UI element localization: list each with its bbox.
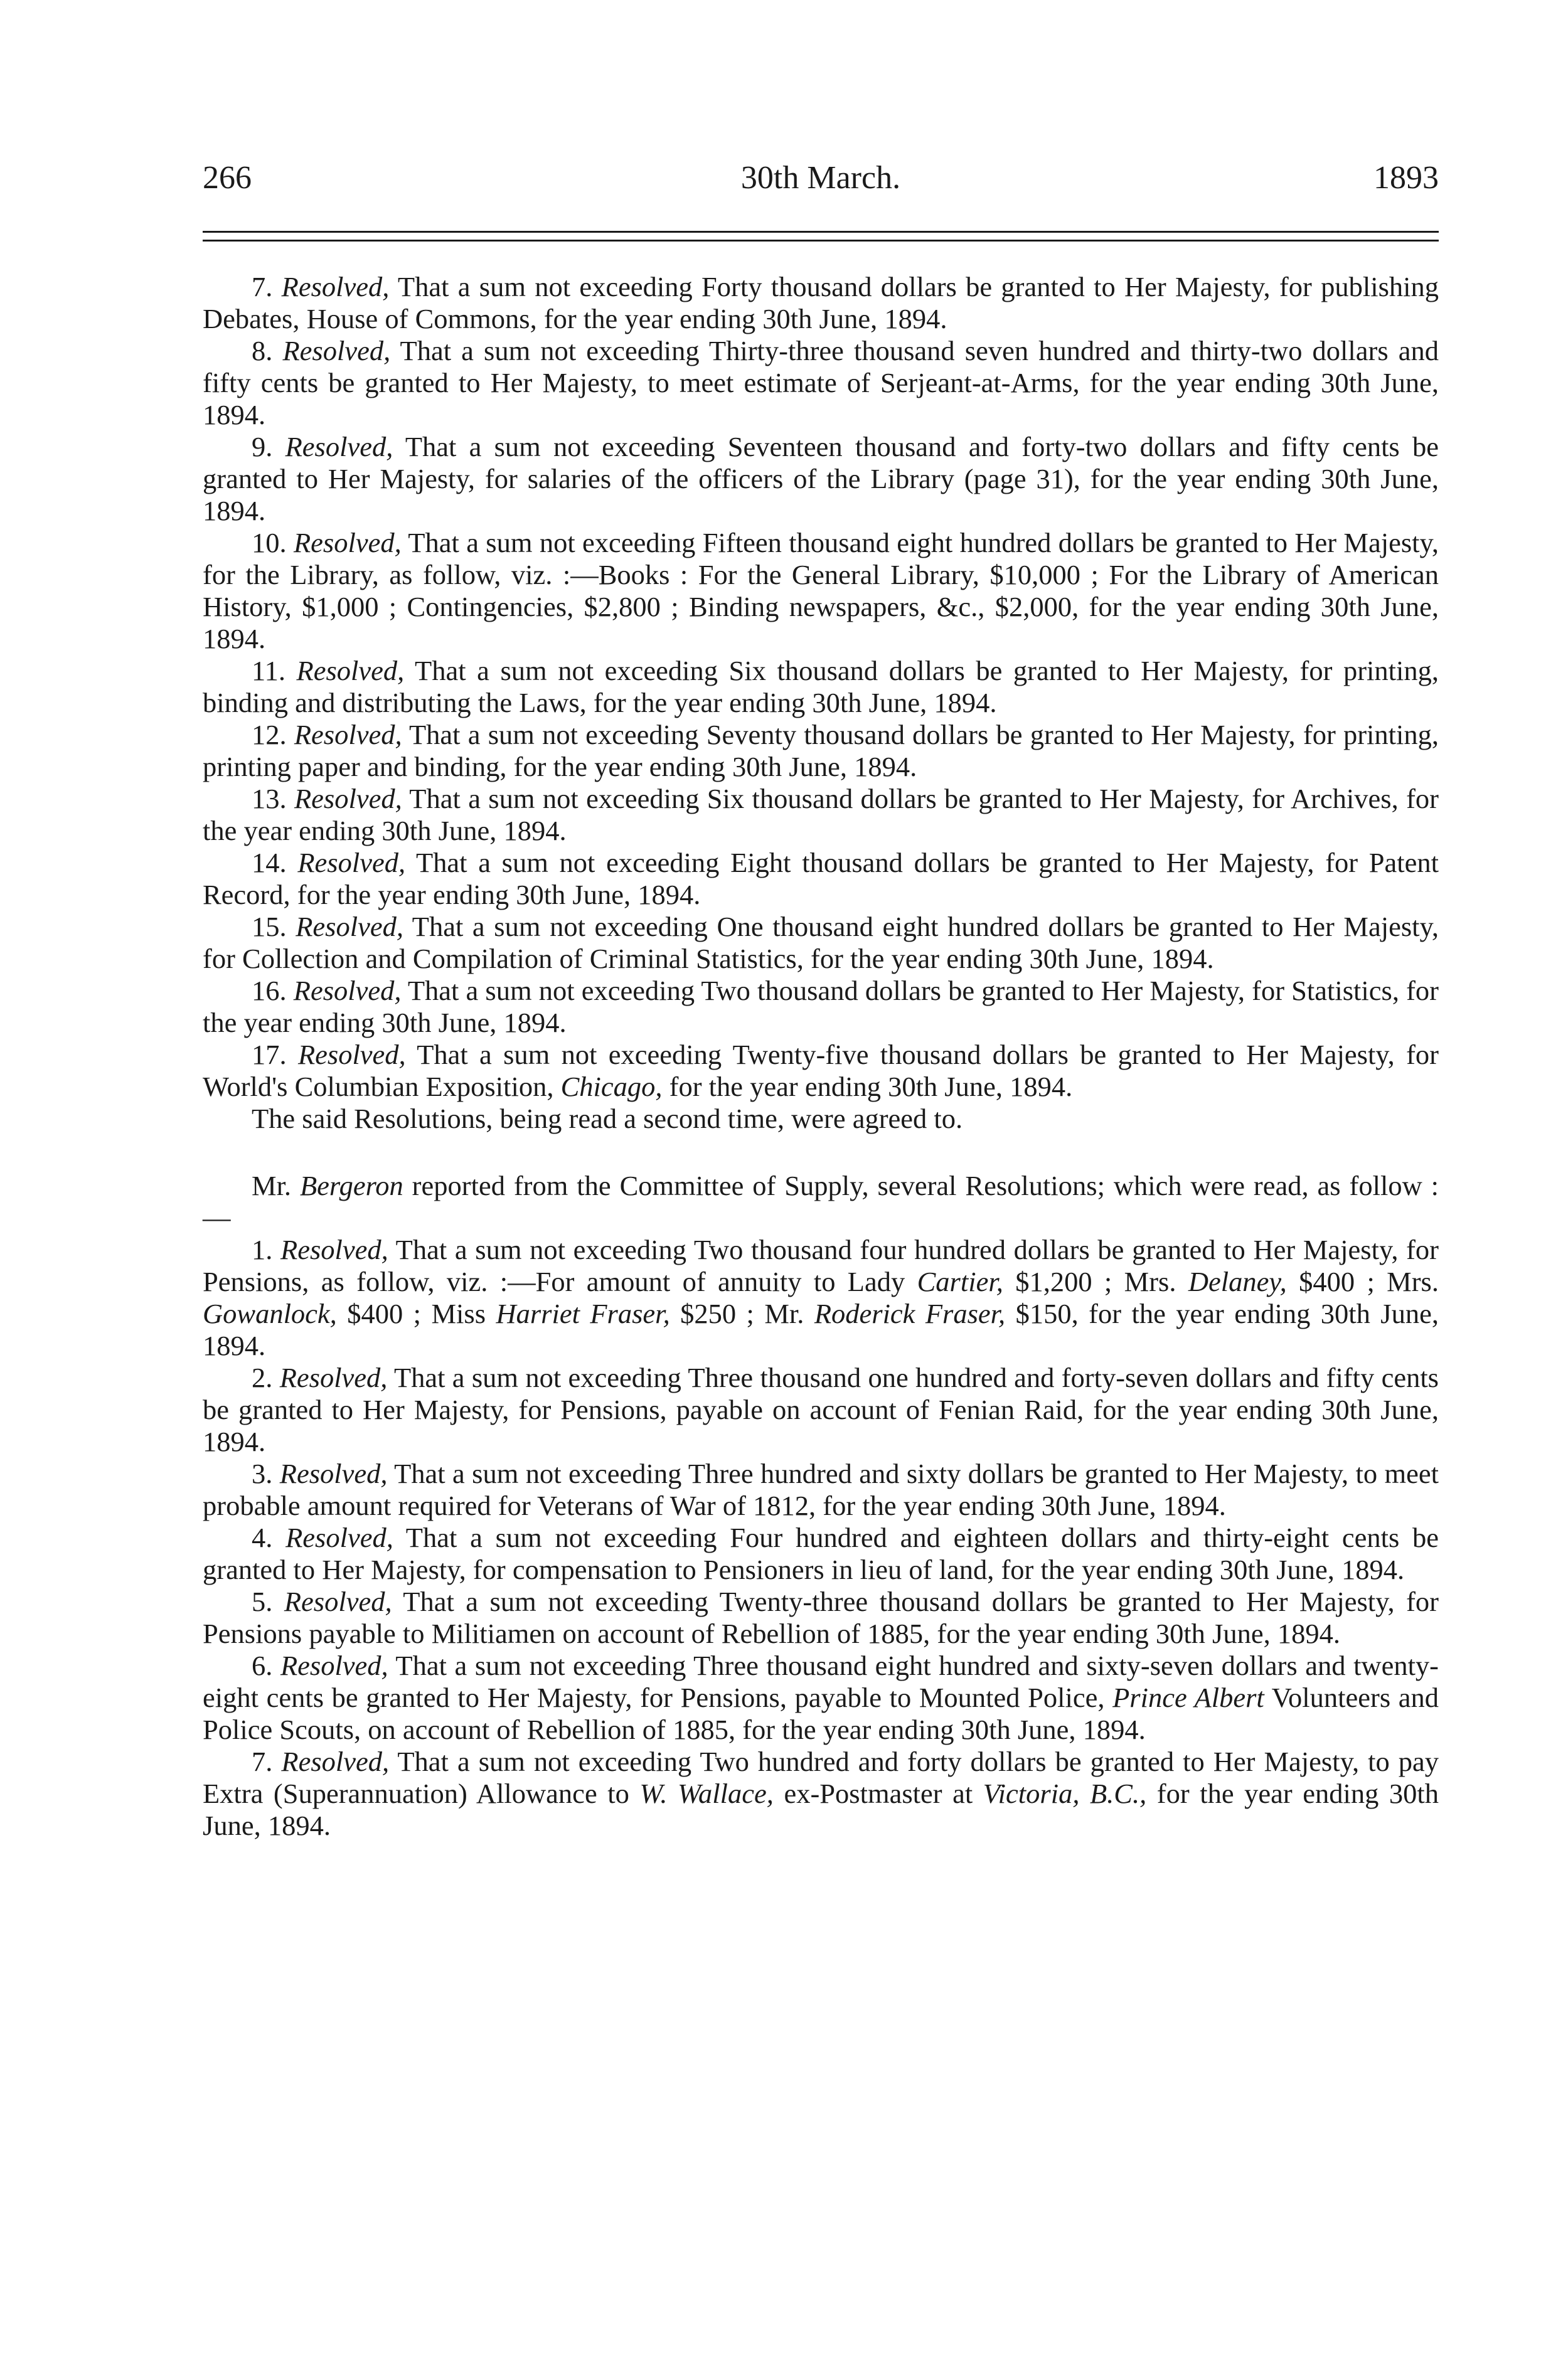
pension-resolution-7: 7. Resolved, That a sum not exceeding Two hundred and forty dollars be granted to Her Majesty, to pay Extra (Superannuation) Allowance to W. Wallace, ex-Postmaster at Victoria, B.C., for the year ending 30th June, 1894. — [203, 1746, 1439, 1841]
resolution-9: 9. Resolved, That a sum not exceeding Seventeen thousand and forty-two dollars and fifty cents be granted to Her Majesty, for salaries of the officers of the Library (page 31), for the year ending 30th June, 1894. — [203, 431, 1439, 526]
page-number: 266 — [203, 160, 252, 196]
document-body — [203, 271, 1439, 1842]
resolution-13: 13. Resolved, That a sum not exceeding Six thousand dollars be granted to Her Majesty, for Archives, for the year ending 30th June, 1894. — [203, 783, 1439, 846]
page-header — [203, 153, 1439, 203]
resolutions-agreed-note: The said Resolutions, being read a second time, were agreed to. — [252, 1103, 963, 1134]
resolution-10: 10. Resolved, That a sum not exceeding Fifteen thousand eight hundred dollars be granted to Her Majesty, for the Library, as follow, viz. :—Books : For the General Library, $10,000 ; For the Library of American History, $1,000 ; Contingencies, $2,800 ; Binding newspapers, &c., $2,000, for the year ending 30th June, 1894. — [203, 527, 1439, 654]
resolution-8: 8. Resolved, That a sum not exceeding Thirty-three thousand seven hundred and thirty-two dollars and fifty cents be granted to Her Majesty, to meet estimate of Serjeant-at-Arms, for the year ending 30th June, 1894. — [203, 335, 1439, 430]
page-date: 30th March. — [740, 160, 901, 196]
resolution-14: 14. Resolved, That a sum not exceeding Eight thousand dollars be granted to Her Majesty, for Patent Record, for the year ending 30th June, 1894. — [203, 847, 1439, 910]
pension-resolution-3: 3. Resolved, That a sum not exceeding Three hundred and sixty dollars be granted to Her Majesty, to meet probable amount required for Veterans of War of 1812, for the year ending 30th June, 1894. — [203, 1458, 1439, 1521]
pension-resolution-2: 2. Resolved, That a sum not exceeding Three thousand one hundred and forty-seven dollars and fifty cents be granted to Her Majesty, for Pensions, payable on account of Fenian Raid, for the year ending 30th June, 1894. — [203, 1362, 1439, 1457]
resolution-15: 15. Resolved, That a sum not exceeding One thousand eight hundred dollars be granted to Her Majesty, for Collection and Compilation of Criminal Statistics, for the year ending 30th June, 1894. — [203, 911, 1439, 974]
pension-resolution-5: 5. Resolved, That a sum not exceeding Twenty-three thousand dollars be granted to Her Majesty, for Pensions payable to Militiamen on account of Rebellion of 1885, for the year ending 30th June, 1894. — [203, 1586, 1439, 1649]
resolution-16: 16. Resolved, That a sum not exceeding Two thousand dollars be granted to Her Majesty, for Statistics, for the year ending 30th June, 1894. — [203, 975, 1439, 1038]
header-rule-top — [203, 231, 1439, 233]
header-rule-bottom — [203, 240, 1439, 242]
resolution-11: 11. Resolved, That a sum not exceeding Six thousand dollars be granted to Her Majesty, for printing, binding and distributing the Laws, for the year ending 30th June, 1894. — [203, 655, 1439, 718]
pension-resolution-1: 1. Resolved, That a sum not exceeding Two thousand four hundred dollars be granted to Her Majesty, for Pensions, as follow, viz. :—For amount of annuity to Lady Cartier, $1,200 ; Mrs. Delaney, $400 ; Mrs. Gowanlock, $400 ; Miss Harriet Fraser, $250 ; Mr. Roderick Fraser, $150, for the year ending 30th June, 1894. — [203, 1234, 1439, 1361]
resolution-17: 17. Resolved, That a sum not exceeding Twenty-five thousand dollars be granted to Her Majesty, for World's Columbian Exposition, Chicago, for the year ending 30th June, 1894. — [203, 1039, 1439, 1102]
resolution-7: 7. Resolved, That a sum not exceeding Forty thousand dollars be granted to Her Majesty, for publishing Debates, House of Commons, for the year ending 30th June, 1894. — [203, 271, 1439, 334]
resolutions-section-library — [203, 271, 1439, 1135]
pension-resolution-6: 6. Resolved, That a sum not exceeding Three thousand eight hundred and sixty-seven dollars and twenty-eight cents be granted to Her Majesty, for Pensions, payable to Mounted Police, Prince Albert Volunteers and Police Scouts, on account of Rebellion of 1885, for the year ending 30th June, 1894. — [203, 1650, 1439, 1745]
pension-resolution-4: 4. Resolved, That a sum not exceeding Four hundred and eighteen dollars and thirty-eight cents be granted to Her Majesty, for compensation to Pensioners in lieu of land, for the year ending 30th June, 1894. — [203, 1522, 1439, 1585]
resolution-12: 12. Resolved, That a sum not exceeding Seventy thousand dollars be granted to Her Majesty, for printing, printing paper and binding, for the year ending 30th June, 1894. — [203, 719, 1439, 782]
page-year: 1893 — [1373, 160, 1439, 196]
committee-report-intro: Mr. Bergeron reported from the Committee of Supply, several Resolutions; which were read, as follow :— — [203, 1170, 1439, 1233]
resolutions-section-pensions — [203, 1170, 1439, 1842]
